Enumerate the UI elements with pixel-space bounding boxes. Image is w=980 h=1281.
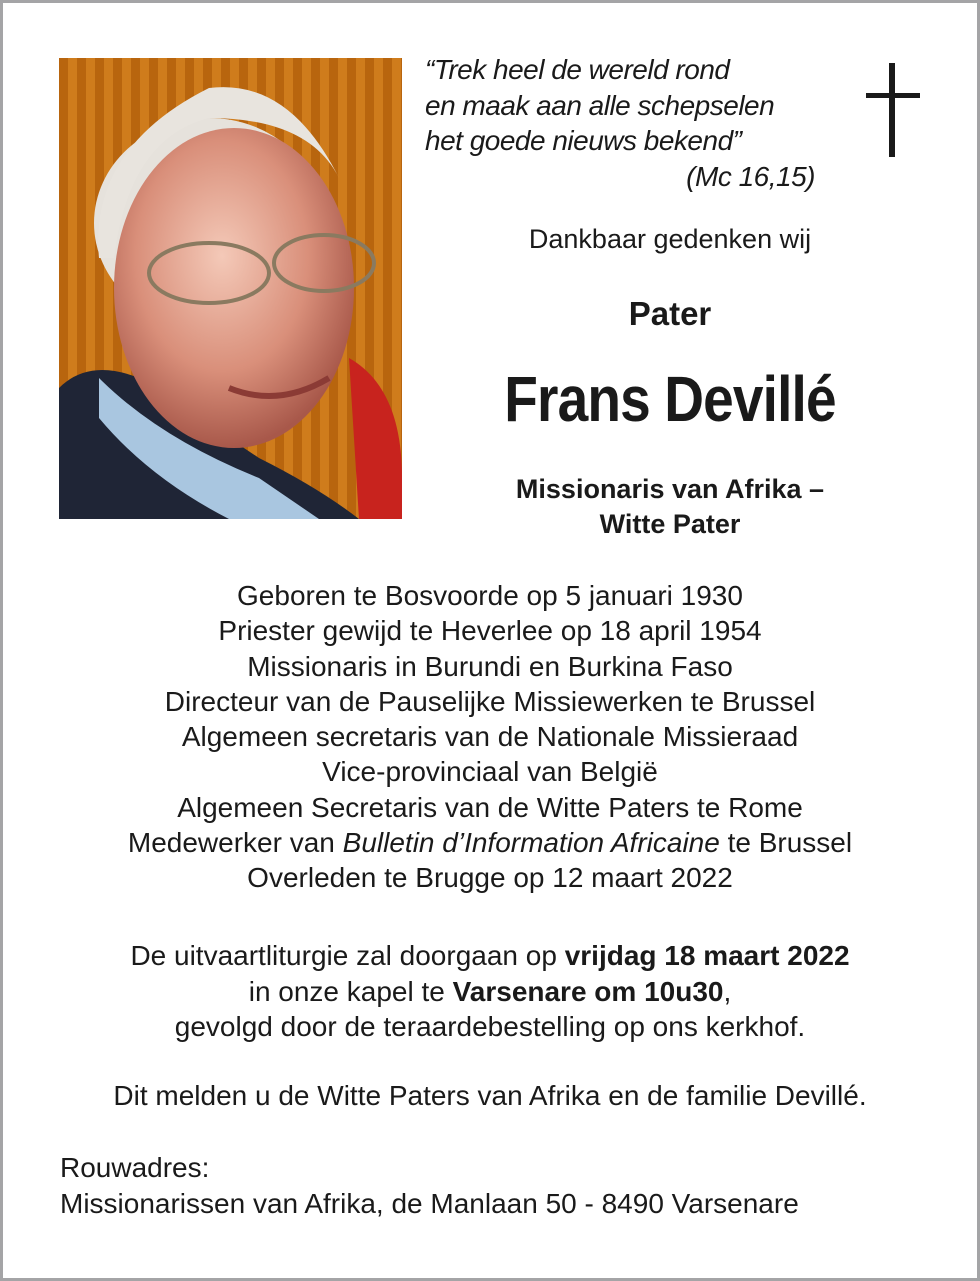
quote-line: “Trek heel de wereld rond — [425, 54, 730, 85]
mourning-address — [60, 1150, 799, 1222]
funeral-line — [40, 938, 940, 974]
text: Medewerker van — [127, 827, 343, 859]
religious-order — [470, 472, 870, 542]
quote-reference: (Mc 16,15) — [686, 160, 815, 192]
text: in onze kapel te — [248, 975, 453, 1007]
bio-line: Missionaris in Burundi en Burkina Faso — [247, 650, 733, 682]
bio-line: Vice-provinciaal van België — [322, 756, 658, 788]
address-label: Rouwadres: — [60, 1152, 210, 1183]
funeral-info — [40, 938, 940, 1045]
funeral-date: vrijdag 18 maart 2022 — [564, 940, 850, 971]
bio-line: Directeur van de Pauselijke Missiewerken te Brussel — [164, 685, 816, 717]
bio-line: Priester gewijd te Heverlee op 18 april 1954 — [218, 615, 762, 647]
bio-line: Algemeen secretaris van de Nationale Missieraad — [181, 721, 799, 753]
title-text: Pater — [628, 295, 712, 332]
biography — [40, 578, 940, 896]
funeral-place-time: Varsenare om 10u30 — [452, 975, 724, 1007]
deceased-name: Frans Devillé — [504, 363, 836, 435]
text: te Brussel — [719, 827, 853, 859]
quote-line: en maak aan alle schepselen — [425, 89, 775, 121]
quote-line: het goede nieuws bekend” — [425, 125, 742, 156]
bio-line: Geboren te Bosvoorde op 5 januari 1930 — [237, 580, 743, 611]
funeral-line: gevolgd door de teraardebestelling op ons kerkhof. — [174, 1011, 806, 1042]
notice-text: Dit melden u de Witte Paters van Afrika en de familie Devillé. — [113, 1080, 867, 1111]
text: De uitvaartliturgie zal doorgaan op — [130, 940, 565, 971]
publication-title: Bulletin d’Information Africaine — [342, 827, 720, 859]
bio-line: Algemeen Secretaris van de Witte Paters te Rome — [177, 791, 803, 823]
funeral-line — [40, 974, 940, 1010]
intro-text: Dankbaar gedenken wij — [528, 224, 812, 254]
text: , — [723, 975, 732, 1007]
scripture-quote — [425, 52, 815, 194]
portrait-photo — [59, 58, 402, 519]
address-value: Missionarissen van Afrika, de Manlaan 50 - 8490 Varsenare — [60, 1188, 799, 1219]
bio-line: Overleden te Brugge op 12 maart 2022 — [247, 862, 733, 894]
bio-line — [40, 825, 940, 860]
order-line: Missionaris van Afrika – — [515, 474, 825, 504]
order-line: Witte Pater — [599, 509, 741, 539]
